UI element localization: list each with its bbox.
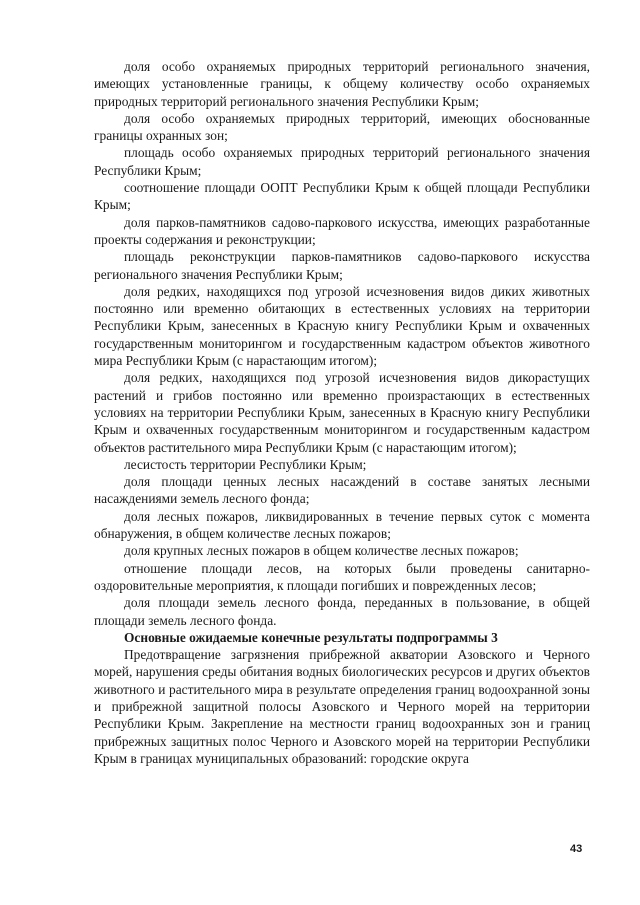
indicator-paragraph: соотношение площади ООПТ Республики Крым к общей площади Республики Крым; — [94, 180, 590, 213]
indicator-paragraph: доля крупных лесных пожаров в общем количестве лесных пожаров; — [124, 543, 519, 559]
indicator-paragraph: доля редких, находящихся под угрозой исчезновения видов диких животных постоянно или временно обитающих в естественных условиях на территории Республики Крым, занесенных в Красную книгу Республики Крым и охваченных государственным мониторингом и государственным кадастром объектов животного мира Республики Крым (с нарастающим итогом); — [94, 283, 590, 369]
indicator-paragraph: доля площади ценных лесных насаждений в составе занятых лесными насаждениями земель лесного фонда; — [94, 474, 590, 507]
indicator-paragraph: доля редких, находящихся под угрозой исчезновения видов дикорастущих растений и грибов постоянно или временно произрастающих в естественных условиях на территории Республики Крым, занесенных в Красную книгу Республики Крым и охваченных государственным мониторингом и государственным кадастром объектов растительного мира Республики Крым (с нарастающим итогом); — [94, 370, 590, 455]
indicator-paragraph: доля особо охраняемых природных территорий, имеющих обоснованные границы охранных зон; — [94, 110, 590, 144]
section-heading: Основные ожидаемые конечные результаты подпрограммы 3 — [124, 629, 498, 645]
page-number: 43 — [570, 843, 583, 855]
indicator-paragraph: лесистость территории Республики Крым; — [124, 456, 367, 472]
indicator-paragraph: площадь особо охраняемых природных территорий регионального значения Республики Крым; — [94, 145, 590, 178]
indicator-paragraph: доля парков-памятников садово-паркового искусства, имеющих разработанные проекты содержания и реконструкции; — [94, 214, 590, 247]
indicator-paragraph: доля особо охраняемых природных территорий регионального значения, имеющих установленные границы, к общему количеству особо охраняемых природных территорий регионального значения Республики Крым; — [94, 59, 590, 109]
indicator-paragraph: площадь реконструкции парков-памятников садово-паркового искусства регионального значения Республики Крым; — [94, 249, 590, 282]
indicator-paragraph: доля лесных пожаров, ликвидированных в течение первых суток с момента обнаружения, в общем количестве лесных пожаров; — [94, 508, 590, 542]
indicator-paragraph: отношение площади лесов, на которых были проведены санитарно-оздоровительные мероприятия, к площади погибших и поврежденных лесов; — [94, 560, 590, 593]
results-paragraph: Предотвращение загрязнения прибрежной акватории Азовского и Черного морей, нарушения среды обитания водных биологических ресурсов и других объектов животного и растительного мира в результате определения границ водоохранной зоны и прибрежной защитной полосы Азовского и Черного морей на территории Республики Крым. Закрепление на местности границ водоохранных зон и границ прибрежных защитных полос Черного и Азовского морей на территории Республики Крым в границах муниципальных образований: городские округа — [94, 647, 590, 766]
indicator-paragraph: доля площади земель лесного фонда, переданных в пользование, в общей площади земель лесного фонда. — [94, 595, 590, 628]
document-body — [94, 58, 590, 767]
